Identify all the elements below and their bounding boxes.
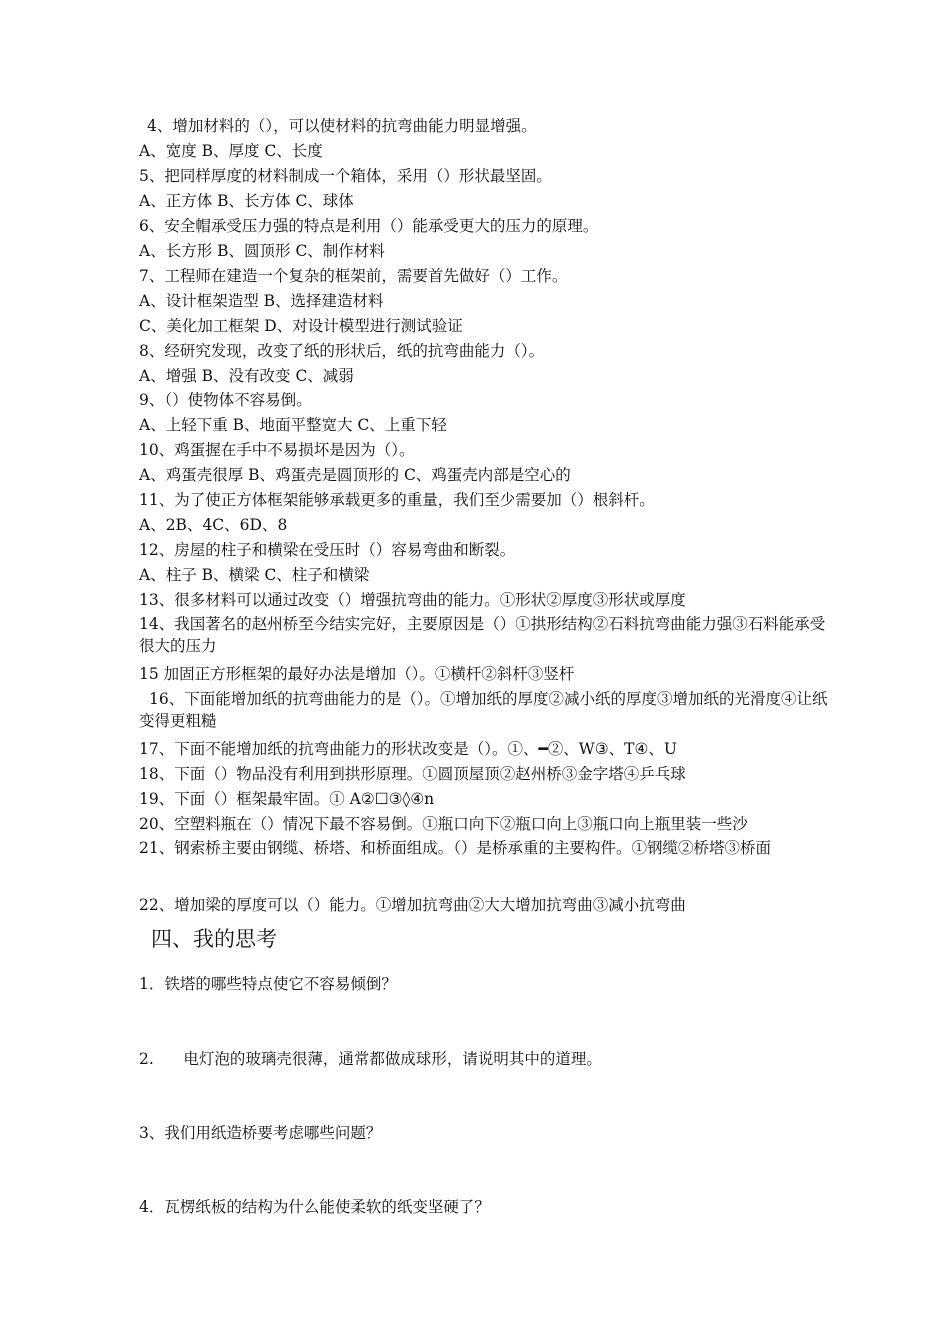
options-10: A、鸡蛋壳很厚 B、鸡蛋壳是圆顶形的 C、鸡蛋壳内部是空心的: [139, 466, 571, 484]
question-5: 5、把同样厚度的材料制成一个箱体，采用（）形状最坚固。: [139, 167, 552, 185]
options-4: A、宽度 B、厚度 C、长度: [139, 142, 323, 160]
options-8: A、增强 B、没有改变 C、减弱: [139, 367, 354, 385]
question-7: 7、工程师在建造一个复杂的框架前，需要首先做好（）工作。: [139, 267, 568, 285]
question-11: 11、为了使正方体框架能够承载更多的重量，我们至少需要加（）根斜杆。: [139, 491, 655, 509]
options-7b: C、美化加工框架 D、对设计模型进行测试验证: [139, 317, 463, 335]
thinking-question-1: 1．铁塔的哪些特点使它不容易倾倒？: [139, 975, 397, 993]
question-18: 18、下面（）物品没有利用到拱形原理。①圆顶屋顶②赵州桥③金字塔④乒乓球: [139, 765, 686, 783]
question-14: 14、我国著名的赵州桥至今结实完好，主要原因是（）①拱形结构②石料抗弯曲能力强③石料能承受很大的压力: [139, 615, 826, 655]
thinking-question-2: 2. 电灯泡的玻璃壳很薄，通常都做成球形，请说明其中的道理。: [139, 1050, 602, 1068]
question-19: 19、下面（）框架最牢固。① A②☐③◊④n: [139, 790, 435, 808]
options-11: A、2B、4C、6D、8: [139, 516, 288, 534]
question-17: 17、下面不能增加纸的抗弯曲能力的形状改变是（）。①、━②、W③、T④、U: [139, 740, 677, 758]
question-10: 10、鸡蛋握在手中不易损坏是因为（）。: [139, 441, 415, 459]
thinking-question-3: 3、我们用纸造桥要考虑哪些问题？: [139, 1124, 382, 1142]
question-9: 9、（）使物体不容易倒。: [139, 391, 312, 409]
question-15: 15 加固正方形框架的最好办法是增加（）。①横杆②斜杆③竖杆: [139, 665, 575, 683]
question-6: 6、安全帽承受压力强的特点是利用（）能承受更大的压力的原理。: [139, 217, 599, 235]
question-21: 21、钢索桥主要由钢缆、桥塔、和桥面组成。（）是桥承重的主要构件。①钢缆②桥塔③桥面: [139, 839, 771, 857]
question-4: 4、增加材料的（），可以使材料的抗弯曲能力明显增强。: [147, 117, 537, 135]
question-16: 16、下面能增加纸的抗弯曲能力的是（）。①增加纸的厚度②减小纸的厚度③增加纸的光滑度④让纸变得更粗糙: [139, 690, 828, 730]
question-22: 22、增加梁的厚度可以（）能力。①增加抗弯曲②大大增加抗弯曲③减小抗弯曲: [139, 896, 686, 914]
options-7a: A、设计框架造型 B、选择建造材料: [139, 292, 384, 310]
options-9: A、上轻下重 B、地面平整宽大 C、上重下轻: [139, 416, 447, 434]
question-13: 13、很多材料可以通过改变（）增强抗弯曲的能力。①形状②厚度③形状或厚度: [139, 591, 686, 609]
question-20: 20、空塑料瓶在（）情况下最不容易倒。①瓶口向下②瓶口向上③瓶口向上瓶里装一些沙: [139, 815, 748, 833]
question-8: 8、经研究发现，改变了纸的形状后，纸的抗弯曲能力（）。: [139, 342, 545, 360]
options-12: A、柱子 B、横梁 C、柱子和横梁: [139, 566, 370, 584]
options-5: A、正方体 B、长方体 C、球体: [139, 192, 354, 210]
options-6: A、长方形 B、圆顶形 C、制作材料: [139, 242, 385, 260]
question-12: 12、房屋的柱子和横梁在受压时（）容易弯曲和断裂。: [139, 541, 516, 559]
thinking-question-4: 4．瓦楞纸板的结构为什么能使柔软的纸变坚硬了？: [139, 1198, 490, 1216]
section-heading: 四、我的思考: [151, 927, 277, 951]
